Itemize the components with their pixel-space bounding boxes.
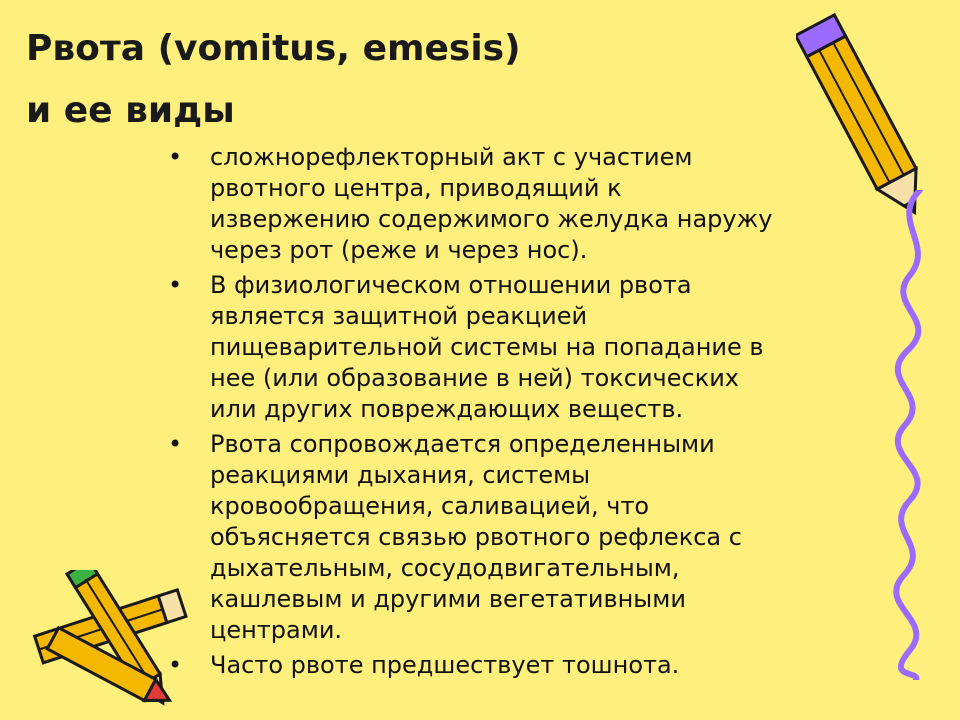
bullet-line: извержению содержимого желудка наружу: [210, 205, 773, 233]
bullet-line: сложнорефлекторный акт с участием: [210, 143, 693, 171]
bullet-line: пищеварительной системы на попадание в: [210, 333, 764, 361]
bullet-line: нее (или образование в ней) токсических: [210, 364, 739, 392]
bullet-line: или других повреждающих веществ.: [210, 395, 684, 423]
squiggle-icon: [880, 190, 950, 680]
bullet-line: центрами.: [210, 616, 343, 644]
bullet-line: Рвота сопровождается определенными: [210, 430, 715, 458]
bullet-marker: •: [168, 430, 183, 458]
bullet-line: объясняется связью рвотного рефлекса с: [210, 523, 742, 551]
bullet-line: кашлевым и другими вегетативными: [210, 585, 686, 613]
bullet-item: [168, 429, 888, 646]
pencils-icon: [20, 570, 220, 710]
bullet-line: дыхательным, сосудодвигательным,: [210, 554, 680, 582]
bullet-line: рвотного центра, приводящий к: [210, 174, 622, 202]
slide-title: [26, 18, 746, 142]
bullet-marker: •: [168, 271, 183, 299]
bullet-marker: •: [168, 143, 183, 171]
bullet-marker: •: [168, 651, 183, 679]
bullet-list: [168, 142, 888, 685]
title-line-2: и ее виды: [26, 90, 235, 131]
bullet-item: [168, 142, 888, 266]
bullet-line: через рот (реже и через нос).: [210, 236, 588, 264]
bullet-line: является защитной реакцией: [210, 302, 588, 330]
bullet-line: Часто рвоте предшествует тошнота.: [210, 651, 680, 679]
bullet-line: кровообращения, саливацией, что: [210, 492, 650, 520]
bullet-line: В физиологическом отношении рвота: [210, 271, 692, 299]
bullet-item: [168, 270, 888, 425]
bullet-item: [168, 650, 888, 681]
bullet-line: реакциями дыхания, системы: [210, 461, 591, 489]
title-line-1: Рвота (vomitus, emesis): [26, 28, 521, 69]
